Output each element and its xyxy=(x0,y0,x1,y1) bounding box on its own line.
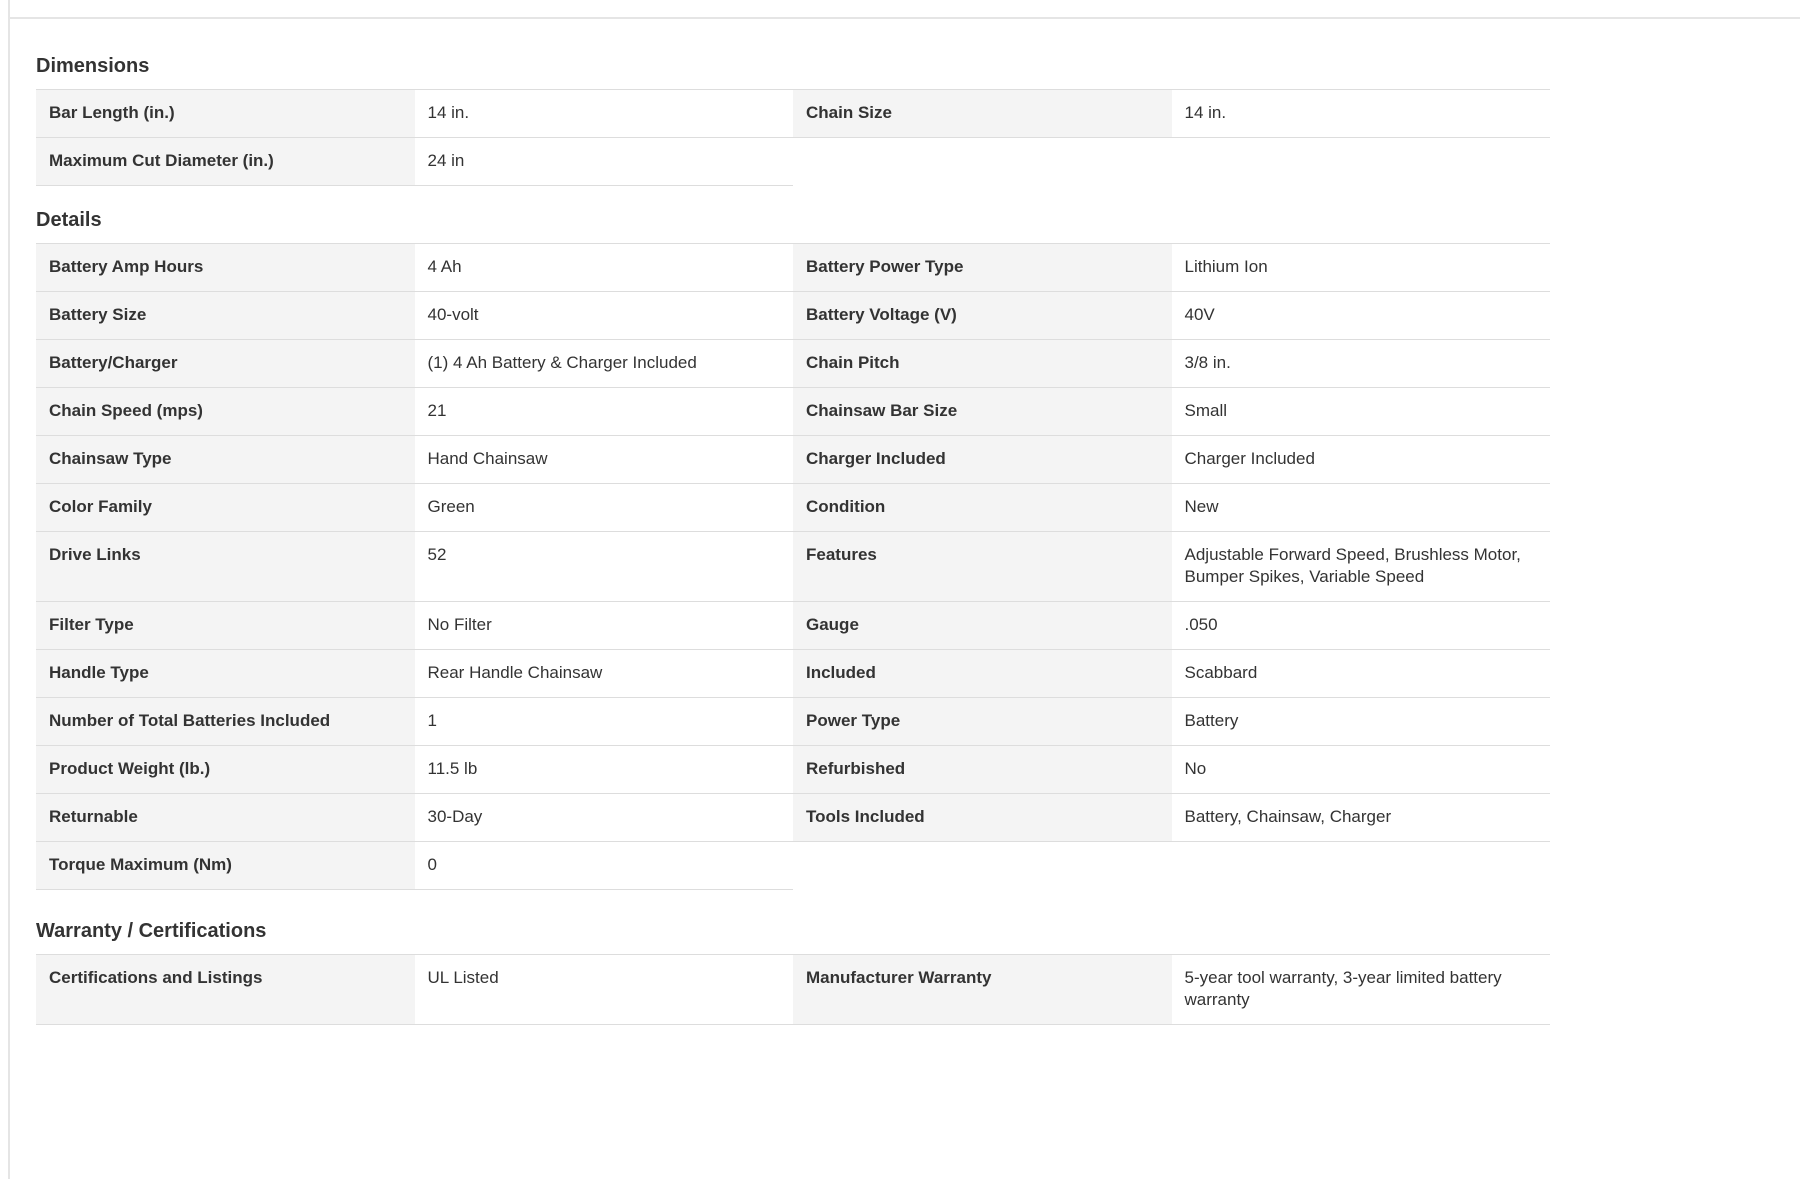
spec-value-battery-voltage-v: 40V xyxy=(1172,292,1551,340)
spec-label-product-weight-lb: Product Weight (lb.) xyxy=(36,746,415,794)
spec-value-features: Adjustable Forward Speed, Brushless Motor, Bumper Spikes, Variable Speed xyxy=(1172,532,1551,602)
spec-label-chainsaw-type: Chainsaw Type xyxy=(36,436,415,484)
spec-label-features: Features xyxy=(793,532,1172,602)
spec-label-chain-speed-mps: Chain Speed (mps) xyxy=(36,388,415,436)
empty-cell xyxy=(793,842,1172,890)
spec-value-refurbished: No xyxy=(1172,746,1551,794)
spec-label-battery-size: Battery Size xyxy=(36,292,415,340)
spec-value-certifications-and-listings: UL Listed xyxy=(415,955,794,1025)
spec-label-torque-maximum-nm: Torque Maximum (Nm) xyxy=(36,842,415,890)
spec-value-chain-speed-mps: 21 xyxy=(415,388,794,436)
spec-value-maximum-cut-diameter-in: 24 in xyxy=(415,138,794,186)
section-title-dimensions: Dimensions xyxy=(36,55,150,77)
spec-value-tools-included: Battery, Chainsaw, Charger xyxy=(1172,794,1551,842)
spec-value-color-family: Green xyxy=(415,484,794,532)
page-left-border xyxy=(8,0,10,1179)
spec-label-battery-power-type: Battery Power Type xyxy=(793,244,1172,292)
spec-label-manufacturer-warranty: Manufacturer Warranty xyxy=(793,955,1172,1025)
spec-label-chain-size: Chain Size xyxy=(793,90,1172,138)
spec-value-chain-size: 14 in. xyxy=(1172,90,1551,138)
spec-table-dimensions xyxy=(36,89,1550,186)
spec-label-battery-charger: Battery/Charger xyxy=(36,340,415,388)
spec-value-included: Scabbard xyxy=(1172,650,1551,698)
spec-label-bar-length-in: Bar Length (in.) xyxy=(36,90,415,138)
spec-value-handle-type: Rear Handle Chainsaw xyxy=(415,650,794,698)
spec-value-torque-maximum-nm: 0 xyxy=(415,842,794,890)
empty-cell xyxy=(1172,842,1551,890)
spec-label-battery-amp-hours: Battery Amp Hours xyxy=(36,244,415,292)
spec-label-included: Included xyxy=(793,650,1172,698)
spec-label-maximum-cut-diameter-in: Maximum Cut Diameter (in.) xyxy=(36,138,415,186)
spec-value-chainsaw-type: Hand Chainsaw xyxy=(415,436,794,484)
spec-value-number-of-total-batteries-included: 1 xyxy=(415,698,794,746)
spec-value-power-type: Battery xyxy=(1172,698,1551,746)
spec-label-gauge: Gauge xyxy=(793,602,1172,650)
spec-value-battery-power-type: Lithium Ion xyxy=(1172,244,1551,292)
spec-table-warranty-certifications xyxy=(36,954,1550,1025)
spec-table-details xyxy=(36,243,1550,890)
spec-label-number-of-total-batteries-included: Number of Total Batteries Included xyxy=(36,698,415,746)
page-top-border xyxy=(8,17,1800,19)
spec-value-filter-type: No Filter xyxy=(415,602,794,650)
spec-value-battery-size: 40-volt xyxy=(415,292,794,340)
spec-value-manufacturer-warranty: 5-year tool warranty, 3-year limited battery warranty xyxy=(1172,955,1551,1025)
spec-value-product-weight-lb: 11.5 lb xyxy=(415,746,794,794)
spec-value-condition: New xyxy=(1172,484,1551,532)
spec-value-gauge: .050 xyxy=(1172,602,1551,650)
spec-value-chainsaw-bar-size: Small xyxy=(1172,388,1551,436)
spec-label-returnable: Returnable xyxy=(36,794,415,842)
spec-label-chain-pitch: Chain Pitch xyxy=(793,340,1172,388)
spec-label-condition: Condition xyxy=(793,484,1172,532)
spec-label-filter-type: Filter Type xyxy=(36,602,415,650)
spec-label-charger-included: Charger Included xyxy=(793,436,1172,484)
spec-label-drive-links: Drive Links xyxy=(36,532,415,602)
spec-label-certifications-and-listings: Certifications and Listings xyxy=(36,955,415,1025)
spec-value-bar-length-in: 14 in. xyxy=(415,90,794,138)
section-title-warranty-certifications: Warranty / Certifications xyxy=(36,920,267,942)
spec-value-returnable: 30-Day xyxy=(415,794,794,842)
spec-value-chain-pitch: 3/8 in. xyxy=(1172,340,1551,388)
spec-value-drive-links: 52 xyxy=(415,532,794,602)
spec-value-battery-charger: (1) 4 Ah Battery & Charger Included xyxy=(415,340,794,388)
spec-label-refurbished: Refurbished xyxy=(793,746,1172,794)
spec-label-color-family: Color Family xyxy=(36,484,415,532)
empty-cell xyxy=(793,138,1172,186)
spec-label-handle-type: Handle Type xyxy=(36,650,415,698)
spec-value-charger-included: Charger Included xyxy=(1172,436,1551,484)
spec-label-battery-voltage-v: Battery Voltage (V) xyxy=(793,292,1172,340)
spec-value-battery-amp-hours: 4 Ah xyxy=(415,244,794,292)
spec-label-power-type: Power Type xyxy=(793,698,1172,746)
spec-label-chainsaw-bar-size: Chainsaw Bar Size xyxy=(793,388,1172,436)
spec-label-tools-included: Tools Included xyxy=(793,794,1172,842)
section-title-details: Details xyxy=(36,209,102,231)
empty-cell xyxy=(1172,138,1551,186)
